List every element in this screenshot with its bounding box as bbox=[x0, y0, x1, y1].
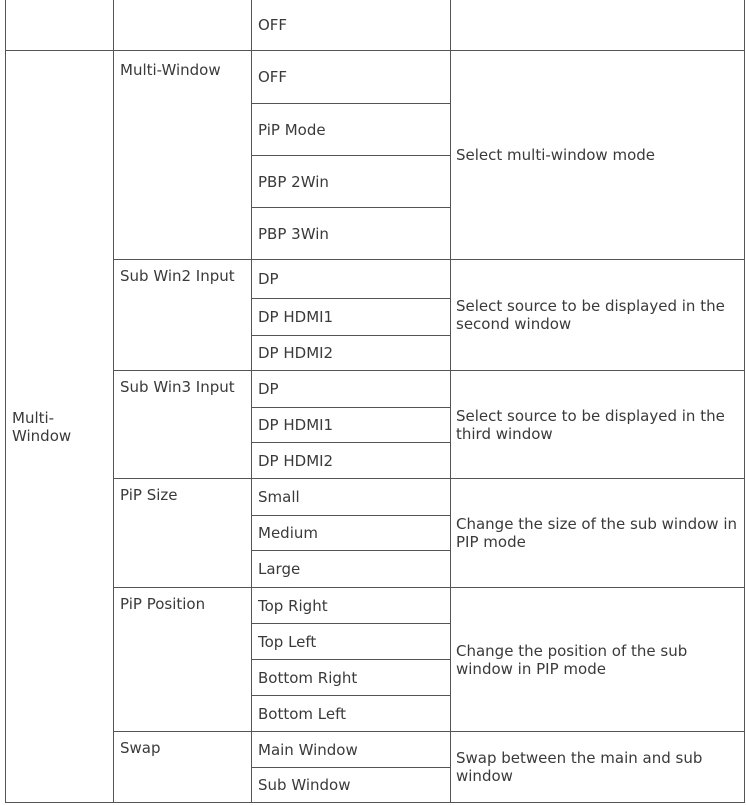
setting-description: Change the size of the sub window in PIP mode bbox=[451, 479, 745, 588]
table-row bbox=[6, 732, 745, 768]
option-cell: DP HDMI1 bbox=[252, 408, 451, 443]
option-cell: PiP Mode bbox=[252, 104, 451, 156]
setting-description: Select source to be displayed in the second window bbox=[451, 260, 745, 371]
empty-cell bbox=[6, 0, 114, 51]
option-cell: Large bbox=[252, 551, 451, 588]
setting-description: Swap between the main and sub window bbox=[451, 732, 745, 803]
option-cell: DP HDMI2 bbox=[252, 336, 451, 371]
table-row bbox=[6, 260, 745, 299]
option-cell: DP HDMI1 bbox=[252, 299, 451, 336]
table-row bbox=[6, 479, 745, 516]
option-cell: OFF bbox=[252, 0, 451, 51]
setting-label: Sub Win2 Input bbox=[114, 260, 252, 371]
table-row bbox=[6, 371, 745, 408]
option-cell: DP bbox=[252, 260, 451, 299]
setting-description: Select source to be displayed in the third window bbox=[451, 371, 745, 479]
table-row bbox=[6, 51, 745, 104]
option-cell: OFF bbox=[252, 51, 451, 104]
option-cell: Medium bbox=[252, 516, 451, 551]
empty-cell bbox=[114, 0, 252, 51]
empty-cell bbox=[451, 0, 745, 51]
option-cell: Top Left bbox=[252, 624, 451, 660]
option-cell: Main Window bbox=[252, 732, 451, 768]
option-cell: Bottom Left bbox=[252, 696, 451, 732]
table-row bbox=[6, 0, 745, 51]
option-cell: PBP 3Win bbox=[252, 208, 451, 260]
setting-label: PiP Size bbox=[114, 479, 252, 588]
setting-description: Change the position of the sub window in PIP mode bbox=[451, 588, 745, 732]
option-cell: Top Right bbox=[252, 588, 451, 624]
section-label: Multi- Window bbox=[6, 51, 114, 803]
setting-label: Sub Win3 Input bbox=[114, 371, 252, 479]
table-row bbox=[6, 588, 745, 624]
setting-label: PiP Position bbox=[114, 588, 252, 732]
setting-label: Swap bbox=[114, 732, 252, 803]
option-cell: PBP 2Win bbox=[252, 156, 451, 208]
option-cell: Small bbox=[252, 479, 451, 516]
option-cell: DP bbox=[252, 371, 451, 408]
setting-description: Select multi-window mode bbox=[451, 51, 745, 260]
setting-label: Multi-Window bbox=[114, 51, 252, 260]
settings-table bbox=[5, 0, 745, 803]
option-cell: DP HDMI2 bbox=[252, 443, 451, 479]
option-cell: Bottom Right bbox=[252, 660, 451, 696]
option-cell: Sub Window bbox=[252, 768, 451, 803]
